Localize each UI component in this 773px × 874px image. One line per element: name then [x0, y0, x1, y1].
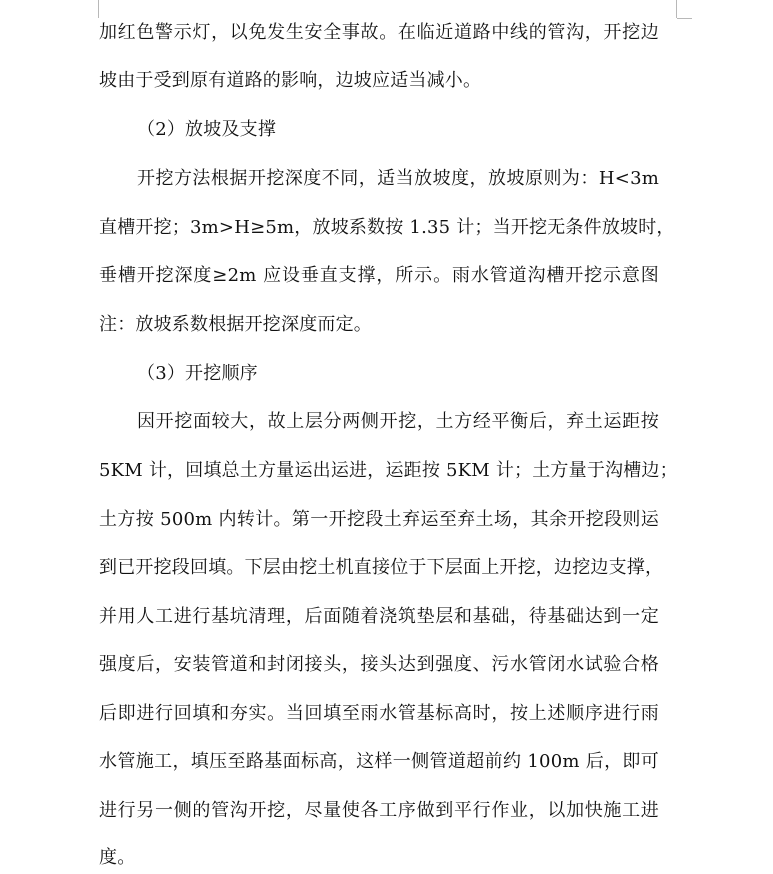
paragraph-first-line: 开挖方法根据开挖深度不同，适当放坡度，放坡原则为：H<3m: [137, 168, 659, 189]
body-text-line: 度。: [99, 847, 136, 868]
body-text-line: 进行另一侧的管沟开挖，尽量使各工序做到平行作业，以加快施工进: [99, 800, 659, 821]
section-heading-slope-support: （2）放坡及支撑: [137, 119, 277, 140]
body-text-line: 坡由于受到原有道路的影响，边坡应适当减小。: [99, 70, 482, 91]
body-text-line: 垂槽开挖深度≥2m 应设垂直支撑，所示。雨水管道沟槽开挖示意图: [99, 265, 659, 286]
right-margin-corner-mark-horizontal: [677, 18, 692, 19]
body-text-line: 直槽开挖；3m>H≥5m，放坡系数按 1.35 计；当开挖无条件放坡时，: [99, 217, 675, 238]
section-heading-excavation-order: （3）开挖顺序: [137, 363, 258, 384]
paragraph-first-line: 因开挖面较大，故上层分两侧开挖，土方经平衡后，弃土运距按: [137, 411, 659, 432]
body-text-line: 后即进行回填和夯实。当回填至雨水管基标高时，按上述顺序进行雨: [99, 703, 659, 724]
body-text-line: 5KM 计，回填总土方量运出运进，运距按 5KM 计；土方量于沟槽边；: [99, 460, 678, 481]
body-text-line: 水管施工，填压至路基面标高，这样一侧管道超前约 100m 后，即可: [99, 751, 659, 772]
body-text-line: 土方按 500m 内转计。第一开挖段土弃运至弃土场，其余开挖段则运: [99, 509, 659, 530]
right-margin-corner-mark-vertical: [676, 0, 677, 18]
body-text-line: 到已开挖段回填。下层由挖土机直接位于下层面上开挖，边挖边支撑，: [99, 557, 664, 578]
body-text-line: 并用人工进行基坑清理，后面随着浇筑垫层和基础，待基础达到一定: [99, 606, 659, 627]
left-margin-corner-mark: [98, 0, 99, 18]
body-text-line: 注：放坡系数根据开挖深度而定。: [99, 314, 372, 335]
body-text-line: 加红色警示灯，以免发生安全事故。在临近道路中线的管沟，开挖边: [99, 22, 659, 43]
body-text-line: 强度后，安装管道和封闭接头，接头达到强度、污水管闭水试验合格: [99, 654, 659, 675]
